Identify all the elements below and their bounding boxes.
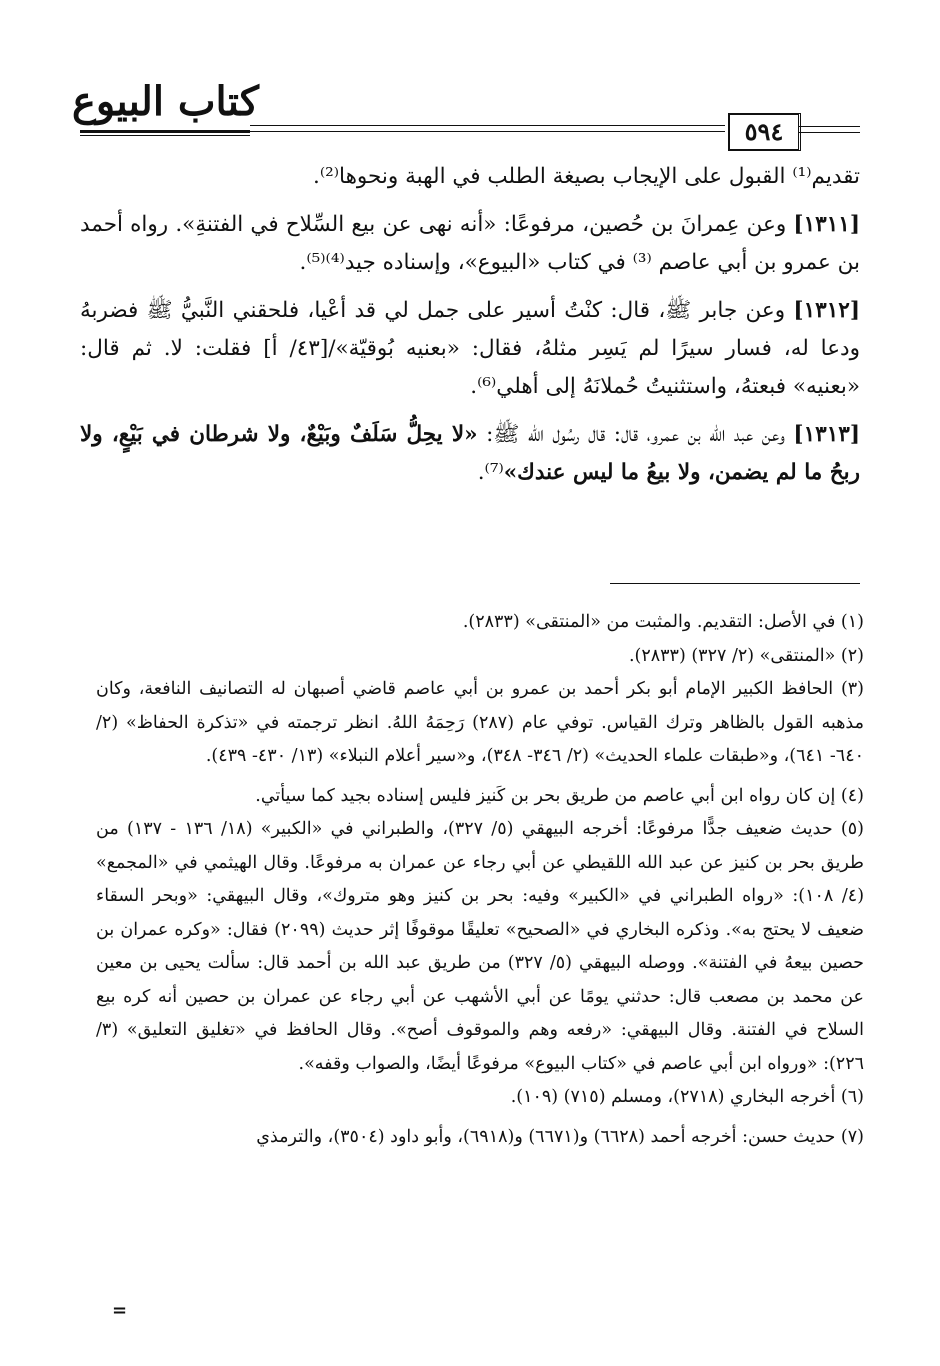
footnote-3: (٣) الحافظ الكبير الإمام أبو بكر أحمد بن عمرو بن أبي عاصم قاضي أصبهان له التصانيف النافعة، وكان مذهبه القول بالظاهر وترك القياس. توفي عام (٢٨٧) رَحِمَهُ اللهُ. انظر ترجمته في «تذكرة الحفاظ» (٢/ ٦٤٠- ٦٤١)، و«طبقات علماء الحديث» (٢/ ٣٤٦- ٣٤٨)، و«سير أعلام النبلاء» (١٣/ ٤٣٠- ٤٣٩). (96, 679, 864, 766)
footnote-2: (٢) «المنتقى» (٢/ ٣٢٧) (٢٨٣٣). (628, 645, 864, 666)
header-rule-right-secondary (798, 132, 860, 133)
footnote-1: (١) في الأصل: التقديم. والمثبت من «المنتقى» (٢٨٣٣). (462, 612, 864, 632)
footnote-7: (٧) حديث حسن: أخرجه أحمد (٦٦٢٨) و(٦٦٧١) و(٦٩١٨)، وأبو داود (٣٥٠٤)، والترمذي (256, 1126, 864, 1147)
footnote-5: (٥) حديث ضعيف جدًّا مرفوعًا: أخرجه البيهقي (٥/ ٣٢٧)، والطبراني في «الكبير» (١٨/ ١٣٦ - ١٣٧) من طريق بحر بن كنيز عن عبد الله اللقيطي عن أبي رجاء عن عمران به مرفوعًا. وقال الهيثمي في «المجمع» (٤/ ١٠٨): «رواه الطبراني في «الكبير» وفيه: بحر بن كنيز وهو متروك»، وقال البيهقي: «وبحر السقاء ضعيف لا يحتج به». وذكره البخاري في «الصحيح» تعليقًا موقوفًا إثر حديث (٢٠٩٩) فقال: «وكره عمران بن حصين بيعهُ في الفتنة». ووصله البيهقي (٥/ ٣٢٧) من طريق عبد الله بن أحمد قال: سألت يحيى بن معين عن محمد بن مصعب قال: حدثني يومًا عن أبي الأشهب عن أبي رجاء عن عمران بن حصين أنه كره بيع السلاح في الفتنة. وقال البيهقي: «رفعه وهم والموقوف أصح». وقال الحافظ في «تغليق التعليق» (٣/ ٢٢٦): «ورواه ابن أبي عاصم في «كتاب البيوع» مرفوعًا أيضًا، والصواب وقفه». (96, 819, 865, 1074)
hadith-quote: «لا يحِلُّ سَلَفٌ وبَيْعٌ، ولا شرطان في بَيْعٍ، ولا ربحُ ما لم يضمن، ولا بيعُ ما ليس عندك» (80, 422, 860, 485)
hadith-number: [١٣١١] (793, 212, 860, 237)
hadith-1312 (80, 292, 860, 406)
header-rule (250, 125, 725, 126)
hadith-number: [١٣١٢] (793, 298, 860, 323)
intro-paragraph: تقديم⁽¹⁾ القبول على الإيجاب بصيغة الطلب في الهبة ونحوها⁽²⁾. (313, 164, 860, 189)
header-rule-right (798, 126, 860, 127)
page-number: ٥٩٤ (728, 113, 801, 151)
header-rule-secondary (250, 131, 725, 132)
hadith-text: وعن عبد الله بن عمرو، قال: قال رسُول الله ﷺ: (477, 422, 794, 447)
footnote-separator (610, 583, 860, 584)
hadith-text: وعن عِمرانَ بن حُصين، مرفوعًا: «أنه نهى عن بيع السِّلاح في الفتنةِ». رواه أحمد بن عمرو بن أبي عاصم ⁽³⁾ في كتاب «البيوع»، وإسناده جيد⁽⁴⁾⁽⁵⁾. (80, 212, 860, 275)
continuation-mark: = (112, 1300, 128, 1321)
footnote-6: (٦) أخرجه البخاري (٢٧١٨)، ومسلم (٧١٥) (١٠٩). (510, 1087, 864, 1107)
footnotes (96, 606, 864, 1154)
header-title-underline (80, 130, 250, 136)
hadith-reference: ⁽⁷⁾. (477, 460, 504, 485)
hadith-1313 (80, 416, 860, 492)
running-header-title: كتاب البيوع (72, 78, 259, 125)
main-text (80, 158, 860, 502)
hadith-text: وعن جابر ﷺ، قال: كنْتُ أسير على جمل لي قد أعْيا، فلحقني النَّبيُّ ﷺ فضربهُ ودعا له، فسار سيرًا لم يَسِر مثلهُ، فقال: «بعنيه بُوقيّة»/[٤٣/ أ] فقلت: لا. ثم قال: «بعنيه» فبعتهُ، واستثنيتُ حُملانَهُ إلى أهلي⁽⁶⁾. (80, 298, 860, 399)
hadith-1311 (80, 206, 860, 282)
footnote-4: (٤) إن كان رواه ابن أبي عاصم من طريق بحر بن كَنيز فليس إسناده بجيد كما سيأتي. (255, 785, 864, 806)
hadith-number: [١٣١٣] (793, 422, 860, 447)
